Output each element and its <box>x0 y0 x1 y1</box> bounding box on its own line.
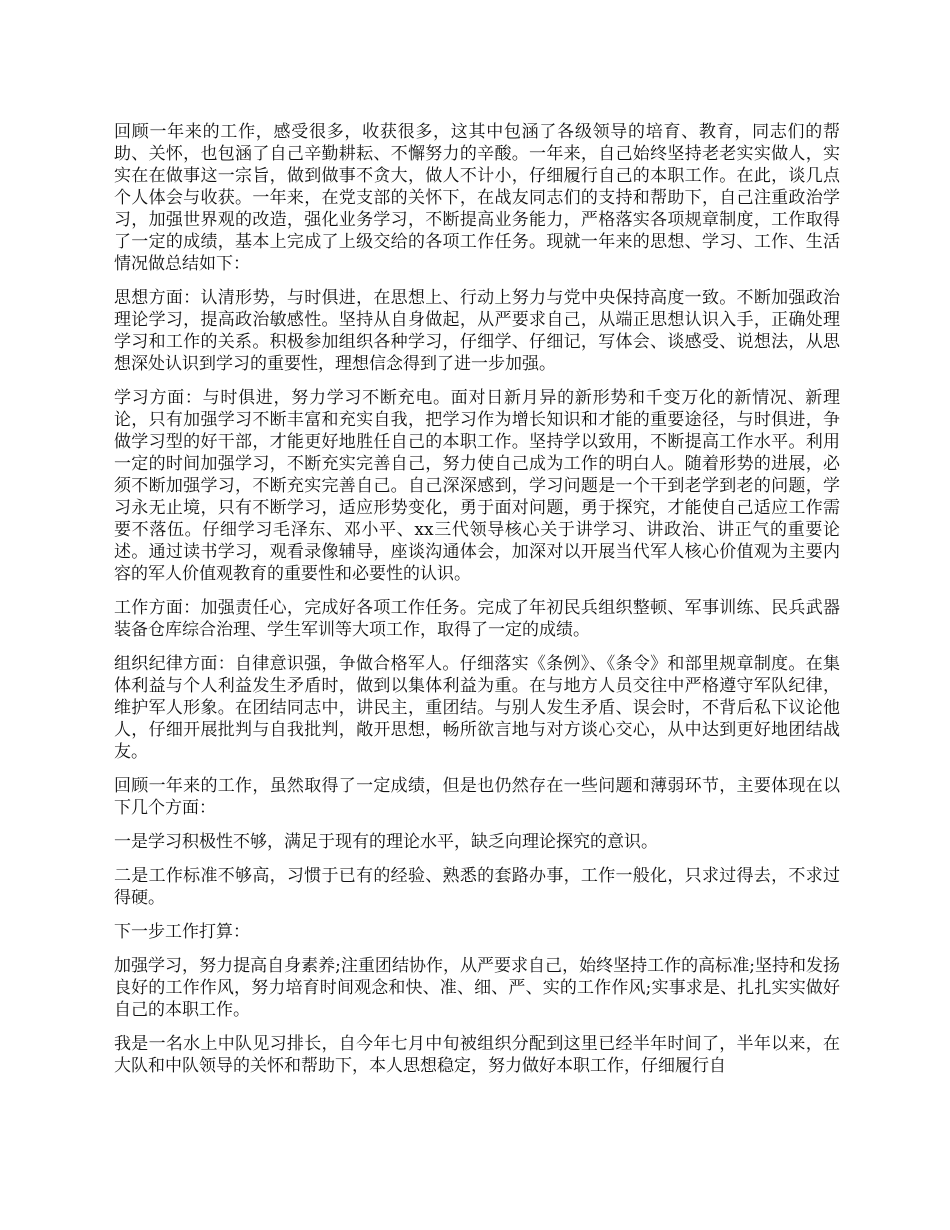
paragraph-work: 工作方面：加强责任心，完成好各项工作任务。完成了年初民兵组织整顿、军事训练、民兵武器装备仓库综合治理、学生军训等大项工作，取得了一定的成绩。 <box>114 598 840 640</box>
paragraph-thought: 思想方面：认清形势，与时俱进，在思想上、行动上努力与党中央保持高度一致。不断加强政治理论学习，提高政治敏感性。坚持从自身做起，从严要求自己，从端正思想认识入手，正确处理学习和工作的关系。积极参加组织各种学习，仔细学、仔细记，写体会、谈感受、说想法，从思想深处认识到学习的重要性，理想信念得到了进一步加强。 <box>114 288 840 374</box>
paragraph-next-plan-heading: 下一步工作打算： <box>114 922 250 942</box>
paragraph-second-summary: 我是一名水上中队见习排长，自今年七月中旬被组织分配到这里已经半年时间了，半年以来，在大队和中队领导的关怀和帮助下，本人思想稳定，努力做好本职工作，仔细履行自 <box>114 1034 840 1076</box>
paragraph-issue-one: 一是学习积极性不够，满足于现有的理论水平，缺乏向理论探究的意识。 <box>114 832 658 852</box>
paragraph-review: 回顾一年来的工作，虽然取得了一定成绩，但是也仍然存在一些问题和薄弱环节，主要体现在以下几个方面： <box>114 776 840 818</box>
paragraph-issue-two: 二是工作标准不够高，习惯于已有的经验、熟悉的套路办事，工作一般化，只求过得去，不求过得硬。 <box>114 866 840 908</box>
document-body <box>114 121 840 1077</box>
paragraph-intro: 回顾一年来的工作，感受很多，收获很多，这其中包涵了各级领导的培育、教育，同志们的帮助、关怀，也包涵了自己辛勤耕耘、不懈努力的辛酸。一年来，自己始终坚持老老实实做人，实实在在做事这一宗旨，做到做事不贪大，做人不计小，仔细履行自己的本职工作。在此，谈几点个人体会与收获。一年来，在党支部的关怀下，在战友同志们的支持和帮助下，自己注重政治学习，加强世界观的改造，强化业务学习，不断提高业务能力，严格落实各项规章制度，工作取得了一定的成绩，基本上完成了上级交给的各项工作任务。现就一年来的思想、学习、工作、生活情况做总结如下： <box>114 122 840 274</box>
paragraph-study: 学习方面：与时俱进，努力学习不断充电。面对日新月异的新形势和千变万化的新情况、新理论，只有加强学习不断丰富和充实自我，把学习作为增长知识和才能的重要途径，与时俱进，争做学习型的好干部，才能更好地胜任自己的本职工作。坚持学以致用，不断提高工作水平。利用一定的时间加强学习，不断充实完善自己，努力使自己成为工作的明白人。随着形势的进展，必须不断加强学习，不断充实完善自己。自己深深感到，学习问题是一个干到老学到老的问题，学习永无止境，只有不断学习，适应形势变化，勇于面对问题，勇于探究，才能使自己适应工作需要不落伍。仔细学习毛泽东、邓小平、xx三代领导核心关于讲学习、讲政治、讲正气的重要论述。通过读书学习，观看录像辅导，座谈沟通体会，加深对以开展当代军人核心价值观为主要内容的军人价值观教育的重要性和必要性的认识。 <box>114 388 840 584</box>
paragraph-discipline: 组织纪律方面：自律意识强，争做合格军人。仔细落实《条例》、《条令》和部里规章制度。在集体利益与个人利益发生矛盾时，做到以集体利益为重。在与地方人员交往中严格遵守军队纪律，维护军人形象。在团结同志中，讲民主，重团结。与别人发生矛盾、误会时，不背后私下议论他人，仔细开展批判与自我批判，敞开思想，畅所欲言地与对方谈心交心，从中达到更好地团结战友。 <box>114 654 840 762</box>
paragraph-next-plan: 加强学习，努力提高自身素养;注重团结协作，从严要求自己，始终坚持工作的高标准;坚持和发扬良好的工作作风，努力培育时间观念和快、准、细、严、实的工作作风;实事求是、扎扎实实做好自己的本职工作。 <box>114 956 841 1020</box>
